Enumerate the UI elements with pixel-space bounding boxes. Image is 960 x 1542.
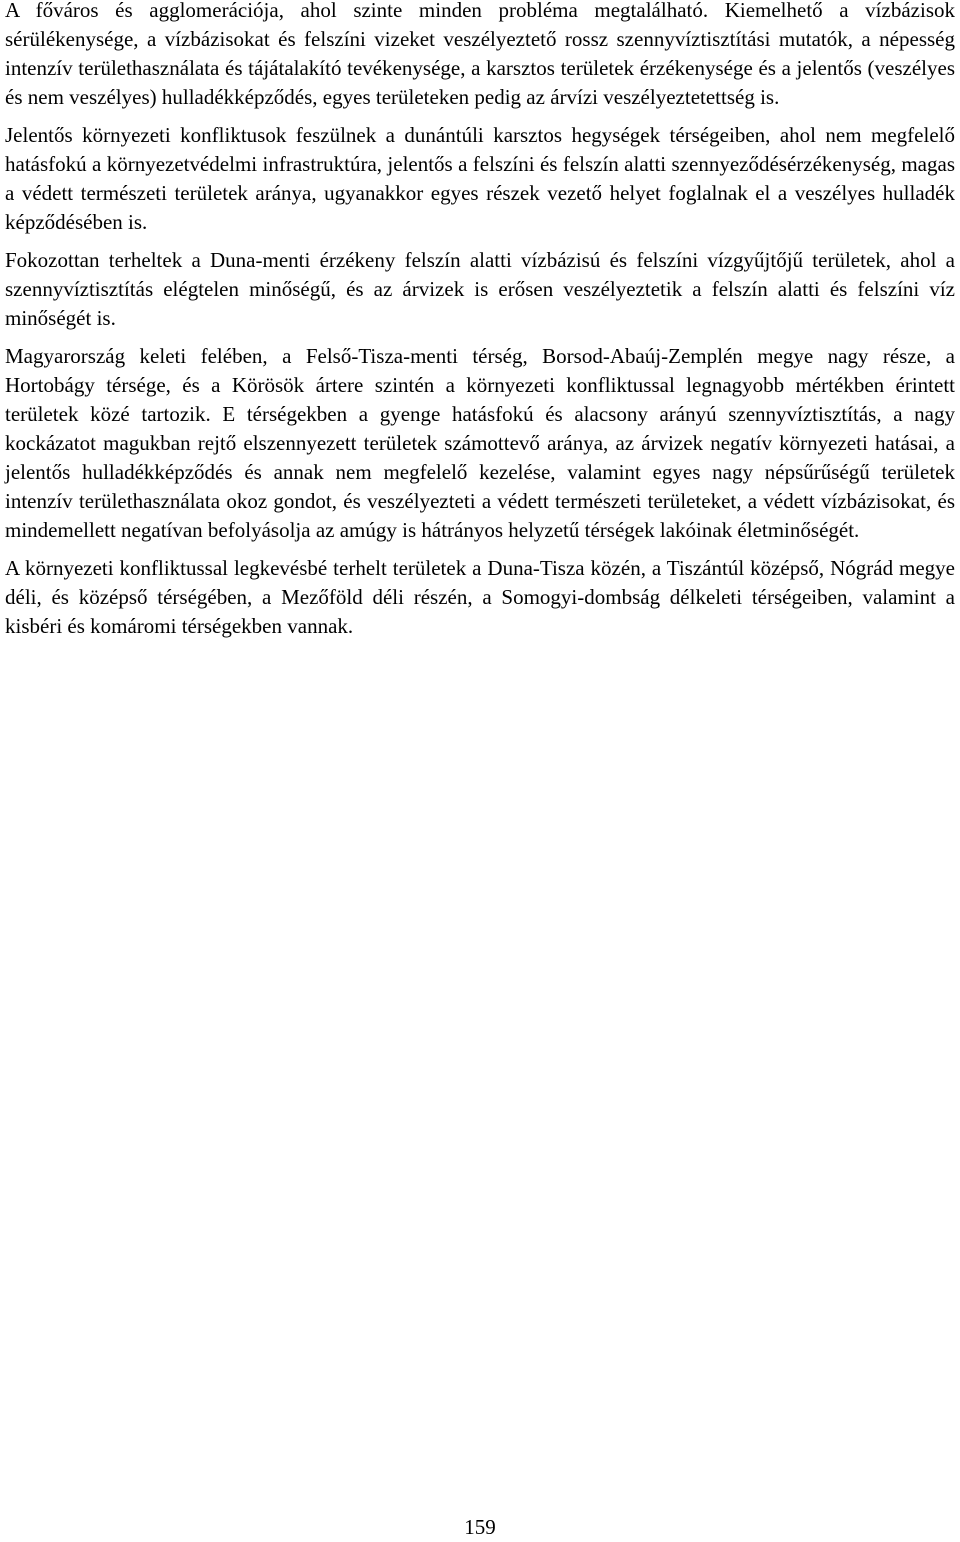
paragraph-transdanubian-karst: Jelentős környezeti konfliktusok feszülnek a dunántúli karsztos hegységek térségeiben, ahol nem megfelelő hatásfokú a környezetvédelmi infrastruktúra, jelentős a felszíni és felszín alatti szennyeződésérzékenység, magas a védett természeti területek aránya, ugyanakkor egyes részek vezető helyet foglalnak el a veszélyes hulladék képződésében is. [5,123,955,234]
paragraph-budapest-agglomeration: A főváros és agglomerációja, ahol szinte minden probléma megtalálható. Kiemelhető a vízbázisok sérülékenysége, a vízbázisokat és felszíni vizeket veszélyeztető rossz szennyvíztisztítási mutatók, a népesség intenzív területhasználata és tájátalakító tevékenysége, a karsztos területek érzékenysége és a jelentős (veszélyes és nem veszélyes) hulladékképződés, egyes területeken pedig az árvízi veszélyeztetettség is. [5,0,955,109]
paragraph-least-burdened-areas: A környezeti konfliktussal legkevésbé terhelt területek a Duna-Tisza közén, a Tiszántúl középső, Nógrád megye déli, és középső térségében, a Mezőföld déli részén, a Somogyi-dombság délkeleti térségeiben, valamint a kisbéri és komáromi térségekben vannak. [5,556,955,638]
page-number: 159 [464,1515,496,1539]
paragraph-eastern-hungary: Magyarország keleti felében, a Felső-Tisza-menti térség, Borsod-Abaúj-Zemplén megye nagy része, a Hortobágy térsége, és a Körösök ártere szintén a környezeti konfliktussal legnagyobb mértékben érintett területek közé tartozik. E térségekben a gyenge hatásfokú és alacsony arányú szennyvíztisztítás, a nagy kockázatot magukban rejtő elszennyezett területek számottevő aránya, az árvizek negatív környezeti hatásai, a jelentős hulladékképződés és annak nem megfelelő kezelése, valamint egyes nagy népsűrűségű területek intenzív területhasználata okoz gondot, és veszélyezteti a védett természeti területeket, a védett vízbázisokat, és mindemellett negatívan befolyásolja az amúgy is hátrányos helyzetű térségek lakóinak életminőségét. [5,344,955,542]
paragraph-danube-areas: Fokozottan terheltek a Duna-menti érzékeny felszín alatti vízbázisú és felszíni vízgyűjtőjű területek, ahol a szennyvíztisztítás elégtelen minőségű, és az árvizek is erősen veszélyeztetik a felszín alatti és felszíni víz minőségét is. [5,248,955,330]
document-page [5,0,955,650]
